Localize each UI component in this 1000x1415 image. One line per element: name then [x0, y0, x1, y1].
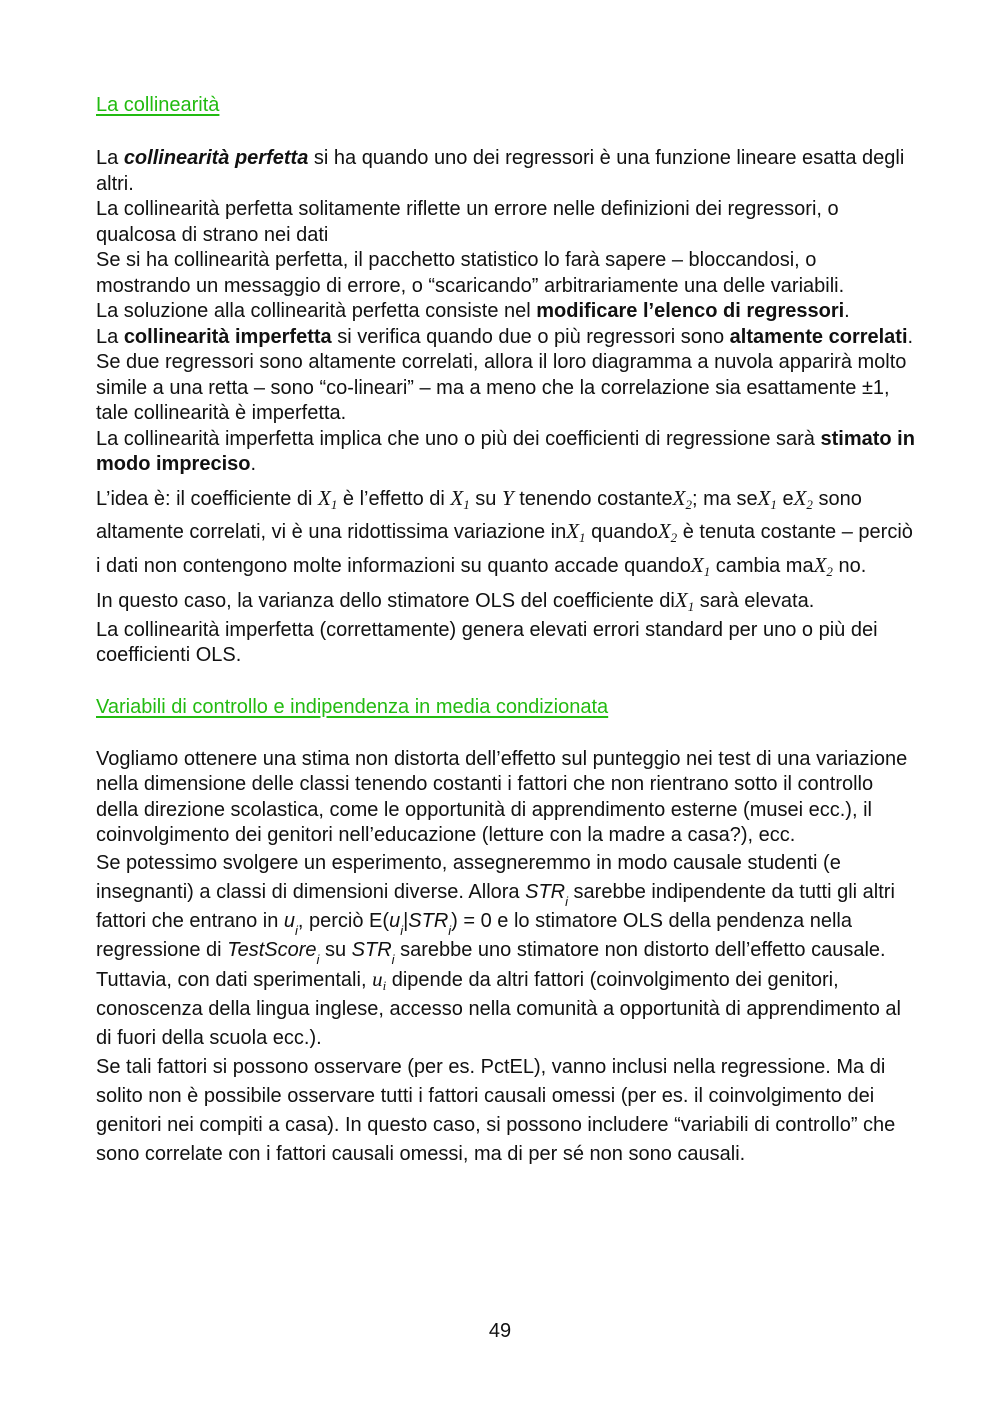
bold-term: altamente correlati	[729, 325, 908, 348]
paragraph-control-variables: Se tali fattori si possono osservare (per es. PctEL), vanno inclusi nella regressione. Ma di solito non è possibile osservare tutti i fattori causali omessi (per es. il coinvolgimento dei genitori nei compiti a casa). In questo caso, si possono includere “variabili di controllo” che sono correlate con i fattori causali omessi, ma di per sé non sono causali.	[96, 1055, 896, 1165]
text: Tuttavia, con dati sperimentali,	[96, 968, 373, 991]
paragraph-imperfect-collinearity	[96, 325, 916, 427]
text: è tenuta costante – perciò i dati non contengono molte informazioni su quanto accade quando	[96, 521, 913, 577]
paragraph-standard-errors: La collinearità imperfetta (correttamente) genera elevati errori standard per uno o più dei coefficienti OLS.	[96, 618, 878, 666]
text: e	[776, 487, 794, 510]
math-x1: $X_1$	[566, 519, 586, 545]
emphasis-term: collinearità perfetta	[123, 147, 309, 169]
math-u: $u_i$	[283, 909, 298, 938]
math-y: Y	[501, 485, 514, 510]
math-x1: $X_1$	[690, 552, 711, 579]
text: sono altamente correlati, vi è una ridottissima variazione in	[96, 487, 862, 543]
math-testscore: TestScore$_i$	[227, 938, 320, 967]
text: |	[403, 909, 409, 932]
math-x2: $X_2$	[657, 519, 678, 545]
text: . Se due regressori sono altamente correlati, allora il loro diagramma a nuvola apparirà molto simile a una retta – sono “co-lineari” – ma a meno che la correlazione sia esattamente ±1, tale collinearità è imperfetta.	[96, 325, 914, 424]
text: è l’effetto di	[337, 487, 451, 510]
math-x2: $X_2$	[793, 485, 813, 512]
paragraph-perfect-collinearity	[96, 146, 916, 197]
text: La	[96, 147, 124, 169]
document-page	[96, 92, 916, 1169]
math-x1: $X_1$	[450, 485, 470, 512]
text: su	[469, 487, 502, 510]
text: , perciò E(	[297, 909, 390, 932]
paragraph-imprecise-estimation	[96, 427, 916, 478]
text: .	[844, 300, 850, 322]
math-str: $STR_i$	[525, 880, 568, 909]
paragraph-experiment	[96, 849, 916, 965]
text: si verifica quando due o più regressori sono	[331, 325, 730, 348]
math-x1: $X_1$	[318, 485, 338, 512]
text: L’idea è: il coefficiente di	[96, 487, 319, 510]
text: tenendo costante	[513, 487, 673, 510]
text: ) = 0 e lo stimatore OLS della pendenza nella regressione di	[96, 909, 852, 961]
bold-term: stimato in modo impreciso	[96, 427, 915, 475]
math-x1: $X_1$	[757, 485, 777, 512]
text: In questo caso, la varianza dello stimatore OLS del coefficiente di	[96, 590, 675, 612]
text: Se potessimo svolgere un esperimento, assegneremmo in modo causale studenti (e insegnanti) a classi di dimensioni diverse. Allora	[96, 851, 841, 903]
section-heading-control-variables[interactable]: Variabili di controllo e indipendenza in media condizionata	[96, 695, 609, 718]
bold-term: collinearità imperfetta	[123, 325, 332, 348]
paragraph-unbiased-estimate: Vogliamo ottenere una stima non distorta dell’effetto sul punteggio nei test di una variazione nella dimensione delle classi tenendo costanti i fattori che non rientrano sotto il controllo della direzione scolastica, come le opportunità di apprendimento esterne (musei ecc.), il coinvolgimento dei genitori nell’educazione (letture con la madre a casa?), ecc.	[96, 747, 908, 846]
math-u: $u_i$	[372, 966, 387, 993]
text: sarebbe uno stimatore non distorto dell’effetto causale.	[394, 938, 886, 961]
math-u: $u_i$	[389, 909, 404, 938]
text: su	[319, 938, 352, 961]
math-x1: $X_1$	[674, 588, 695, 614]
text: ; ma se	[692, 487, 758, 510]
text: no.	[832, 554, 867, 577]
math-str: $STR_i$	[408, 909, 452, 938]
bold-term: modificare l’elenco di regressori	[536, 300, 845, 322]
text: cambia ma	[710, 554, 814, 577]
text: dipende da altri fattori (coinvolgimento dei genitori, conoscenza della lingua inglese, accesso nella comunità a opportunità di apprendimento al di fuori della scuola ecc.).	[96, 968, 901, 1049]
paragraph-variance	[96, 584, 916, 618]
math-str: $STR_i$	[351, 938, 395, 967]
paragraph-solution	[96, 299, 916, 325]
text: La collinearità imperfetta implica che uno o più dei coefficienti di regressione sarà	[96, 427, 821, 450]
text: La soluzione alla collinearità perfetta consiste nel	[96, 300, 537, 322]
page-number: 49	[488, 1320, 512, 1342]
paragraph-idea	[96, 482, 916, 583]
section-heading-collinearita[interactable]: La collinearità	[96, 94, 220, 116]
math-x2: $X_2$	[672, 485, 692, 512]
paragraph-experimental-data	[96, 965, 916, 1053]
text: .	[250, 453, 257, 475]
text: La	[96, 325, 124, 348]
text: sarà elevata.	[694, 590, 815, 612]
text: sarebbe indipendente da tutti gli altri fattori che entrano in	[96, 880, 895, 932]
paragraph-perfect-collinearity-errors: La collinearità perfetta solitamente riflette un errore nelle definizioni dei regressori, o qualcosa di strano nei dati	[96, 198, 839, 246]
text: quando	[585, 521, 658, 543]
paragraph-statistical-package: Se si ha collinearità perfetta, il pacchetto statistico lo farà sapere – bloccandosi, o mostrando un messaggio di errore, o “scaricando” arbitrariamente una delle variabili.	[96, 249, 845, 297]
math-x2: $X_2$	[813, 552, 833, 579]
text: si ha quando uno dei regressori è una funzione lineare esatta degli altri.	[96, 147, 905, 195]
